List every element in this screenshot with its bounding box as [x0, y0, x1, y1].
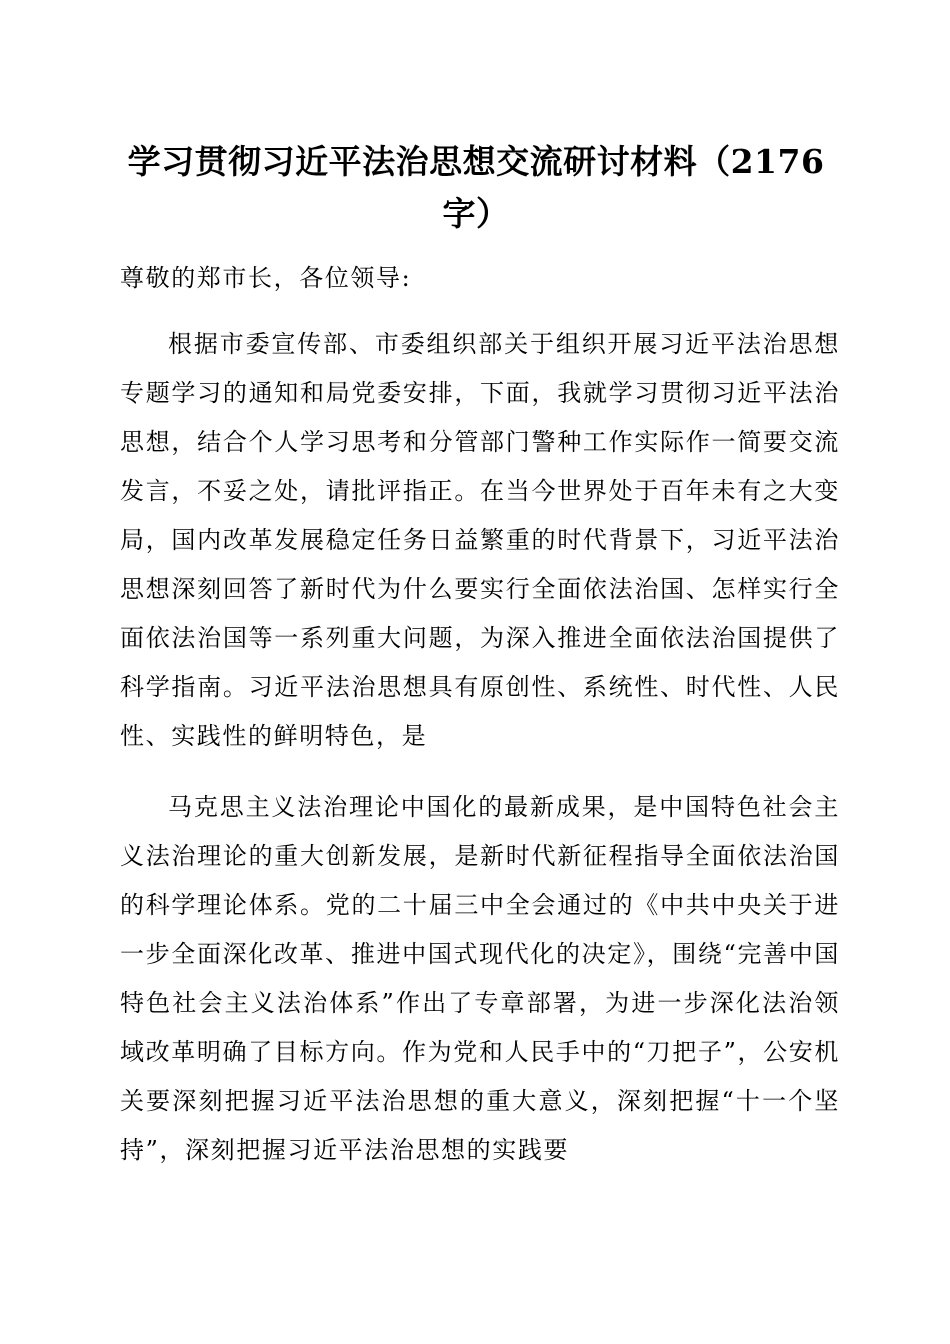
- salutation: 尊敬的郑市长，各位领导:: [120, 264, 412, 292]
- body-paragraph: 马克思主义法治理论中国化的最新成果，是中国特色社会主义法治理论的重大创新发展，是新时代新征程指导全面依法治国的科学理论体系。党的二十届三中全会通过的《中共中央关于进一步全面深化改革、推进中国式现代化的决定》，围绕“完善中国特色社会主义法治体系”作出了专章部署，为进一步深化法治领域改革明确了目标方向。作为党和人民手中的“刀把子”，公安机关要深刻把握习近平法治思想的重大意义，深刻把握“十一个坚持”，深刻把握习近平法治思想的实践要: [120, 793, 840, 1164]
- document-title: 学习贯彻习近平法治思想交流研讨材料（2176字）: [127, 142, 825, 233]
- body-paragraph: 根据市委宣传部、市委组织部关于组织开展习近平法治思想专题学习的通知和局党委安排，下面，我就学习贯彻习近平法治思想，结合个人学习思考和分管部门警种工作实际作一简要交流发言，不妥之处，请批评指正。在当今世界处于百年未有之大变局，国内改革发展稳定任务日益繁重的时代背景下，习近平法治思想深刻回答了新时代为什么要实行全面依法治国、怎样实行全面依法治国等一系列重大问题，为深入推进全面依法治国提供了科学指南。习近平法治思想具有原创性、系统性、时代性、人民性、实践性的鲜明特色，是: [120, 330, 840, 750]
